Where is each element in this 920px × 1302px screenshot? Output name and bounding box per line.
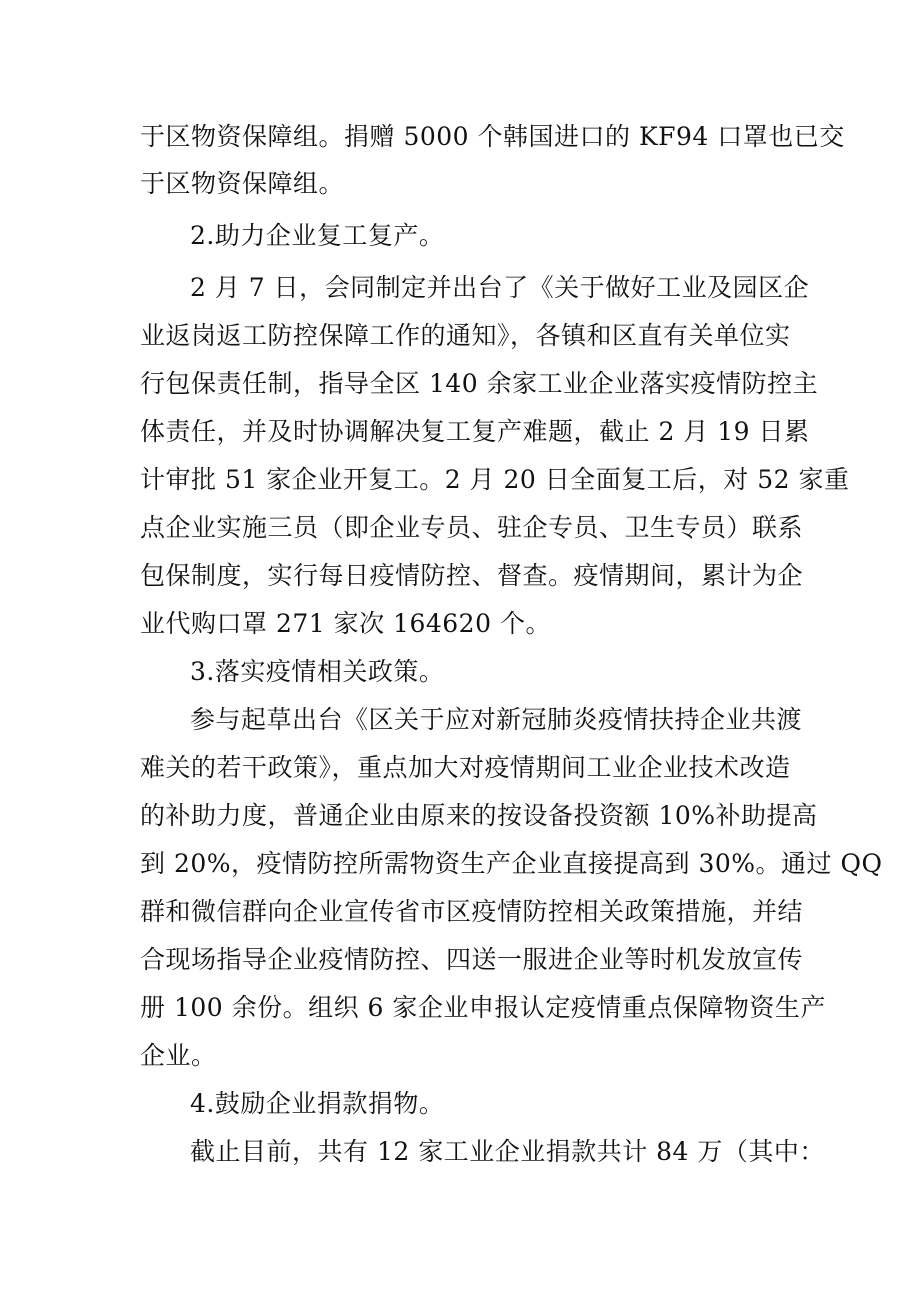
paragraph-line-7: 包保制度，实行每日疫情防控、督查。疫情期间，累计为企	[140, 561, 804, 590]
paragraph-line-6: 点企业实施三员（即企业专员、驻企专员、卫生专员）联系	[140, 513, 804, 542]
paragraph-line-5: 计审批 51 家企业开复工。2 月 20 日全面复工后，对 52 家重	[140, 465, 850, 494]
paragraph-line-17: 截止目前，共有 12 家工业企业捐款共计 84 万（其中：	[190, 1137, 825, 1166]
section-heading-3: 3.落实疫情相关政策。	[190, 657, 445, 686]
paragraph-line-16: 企业。	[140, 1041, 217, 1070]
paragraph-line-15: 册 100 余份。组织 6 家企业申报认定疫情重点保障物资生产	[140, 993, 826, 1022]
paragraph-line-4: 体责任，并及时协调解决复工复产难题，截止 2 月 19 日累	[140, 417, 810, 446]
paragraph-line-11: 的补助力度，普通企业由原来的按设备投资额 10%补助提高	[140, 801, 818, 830]
paragraph-line-9: 参与起草出台《区关于应对新冠肺炎疫情扶持企业共渡	[190, 705, 803, 734]
paragraph-line-14: 合现场指导企业疫情防控、四送一服进企业等时机发放宣传	[140, 945, 804, 974]
text-line-1: 于区物资保障组。捐赠 5000 个韩国进口的 KF94 口罩也已交	[140, 122, 845, 151]
section-heading-2: 2.助力企业复工复产。	[190, 221, 445, 250]
text-line-2: 于区物资保障组。	[140, 169, 345, 198]
paragraph-line-10: 难关的若干政策》，重点加大对疫情期间工业企业技术改造	[140, 753, 791, 782]
section-heading-4: 4.鼓励企业捐款捐物。	[190, 1089, 445, 1118]
paragraph-line-12: 到 20%，疫情防控所需物资生产企业直接提高到 30%。通过 QQ	[140, 849, 883, 878]
paragraph-line-13: 群和微信群向企业宣传省市区疫情防控相关政策措施，并结	[140, 897, 804, 926]
paragraph-line-3: 行包保责任制，指导全区 140 余家工业企业落实疫情防控主	[140, 369, 819, 398]
paragraph-line-8: 业代购口罩 271 家次 164620 个。	[140, 609, 551, 638]
paragraph-line-2: 业返岗返工防控保障工作的通知》，各镇和区直有关单位实	[140, 321, 791, 350]
paragraph-line-1: 2 月 7 日，会同制定并出台了《关于做好工业及园区企	[190, 273, 810, 302]
